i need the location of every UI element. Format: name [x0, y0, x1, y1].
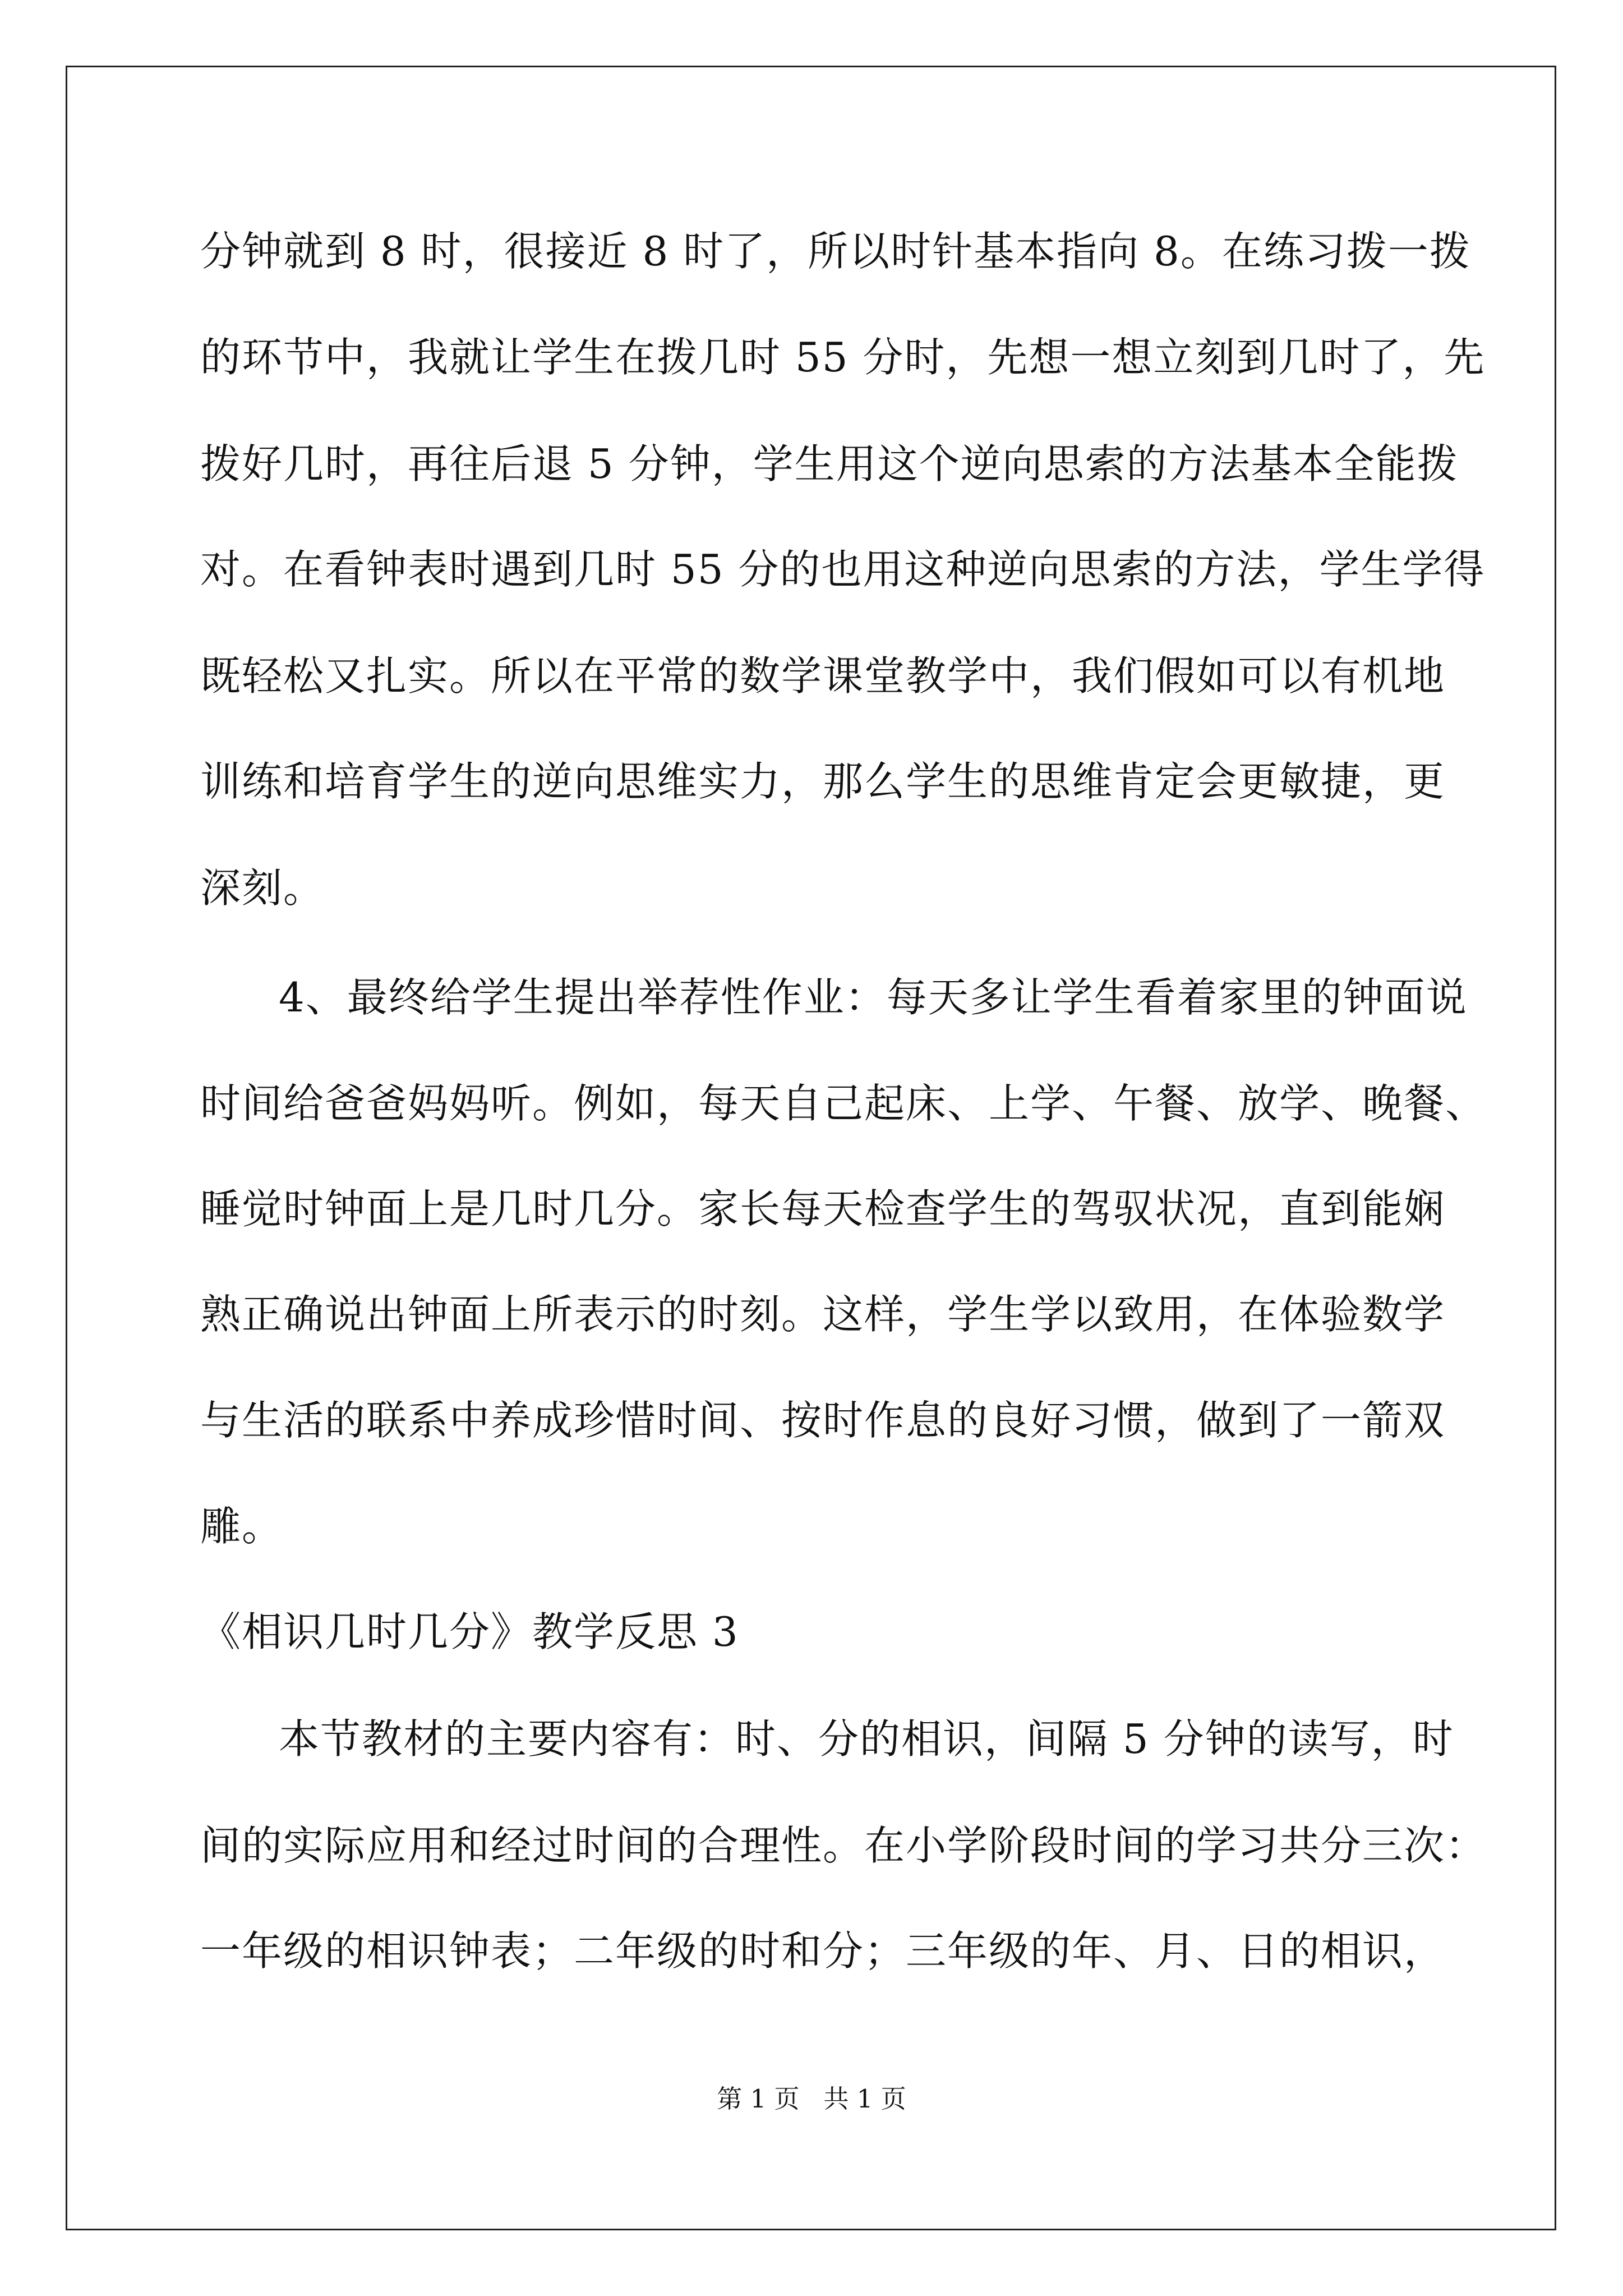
paragraph-line-12: 与生活的联系中养成珍惜时间、按时作息的良好习惯，做到了一箭双: [200, 1397, 1446, 1444]
paragraph-line-9: 时间给爸爸妈妈听。例如，每天自己起床、上学、午餐、放学、晚餐、: [200, 1080, 1487, 1127]
paragraph-line-5: 既轻松又扎实。所以在平常的数学课堂教学中，我们假如可以有机地: [200, 652, 1446, 700]
paragraph-line-17: 一年级的相识钟表；二年级的时和分；三年级的年、月、日的相识，: [200, 1927, 1446, 1975]
paragraph-line-11: 熟正确说出钟面上所表示的时刻。这样，学生学以致用，在体验数学: [200, 1291, 1446, 1338]
paragraph-line-4: 对。在看钟表时遇到几时 55 分的也用这种逆向思索的方法，学生学得: [200, 546, 1486, 593]
paragraph-line-13: 雕。: [200, 1503, 284, 1550]
page-border: [66, 66, 1556, 2230]
paragraph-line-2: 的环节中，我就让学生在拨几时 55 分时，先想一想立刻到几时了，先: [200, 334, 1486, 381]
paragraph-line-1: 分钟就到 8 时，很接近 8 时了，所以时针基本指向 8。在练习拨一拨: [200, 228, 1471, 275]
section-heading: 《相识几时几分》教学反思 3: [200, 1608, 739, 1655]
page-footer: 第 1 页 共 1 页: [717, 2084, 906, 2114]
paragraph-line-6: 训练和培育学生的逆向思维实力，那么学生的思维肯定会更敏捷，更: [200, 758, 1446, 805]
paragraph-line-7: 深刻。: [200, 864, 325, 912]
paragraph-line-15: 本节教材的主要内容有：时、分的相识，间隔 5 分钟的读写，时: [279, 1715, 1454, 1763]
paragraph-line-16: 间的实际应用和经过时间的合理性。在小学阶段时间的学习共分三次：: [200, 1822, 1487, 1869]
paragraph-line-3: 拨好几时，再往后退 5 分钟，学生用这个逆向思索的方法基本全能拨: [200, 440, 1459, 487]
paragraph-line-8: 4、最终给学生提出举荐性作业：每天多让学生看着家里的钟面说: [279, 974, 1468, 1021]
paragraph-line-10: 睡觉时钟面上是几时几分。家长每天检查学生的驾驭状况，直到能娴: [200, 1185, 1446, 1232]
